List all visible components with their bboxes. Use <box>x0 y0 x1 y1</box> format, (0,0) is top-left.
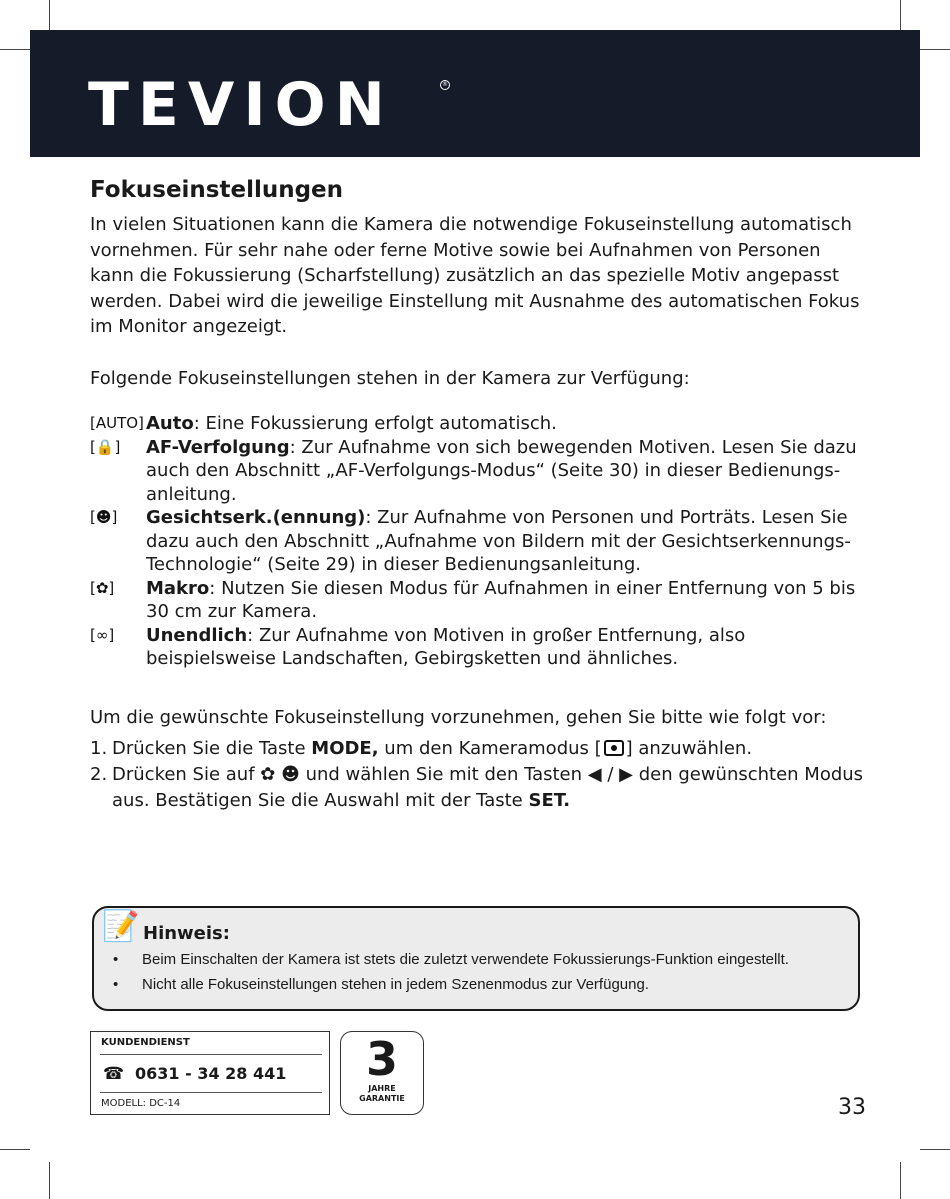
focus-mode-name: Gesichtserk.(ennung) <box>146 507 366 528</box>
model-number: MODELL: DC-14 <box>101 1098 181 1109</box>
crop-mark <box>900 1162 901 1199</box>
set-key: SET. <box>528 790 571 811</box>
focus-mode-icons: ✿ ☻ <box>260 764 306 785</box>
focus-mode-name: Makro <box>146 577 210 599</box>
page-number: 33 <box>838 1095 866 1120</box>
focus-mode-description: : Zur Aufnahme von Personen und Porträts. Lesen Sie dazu auch den Abschnitt „Aufnahme von Bildern mit der Gesichtserkennungs-Technologie“ (Seite 29) in dieser Bedienungsanleitung. <box>146 507 851 575</box>
focus-mode-description: : Eine Fokussierung erfolgt automatisch. <box>193 413 557 434</box>
step-text: und wählen Sie mit den Tasten <box>305 764 588 785</box>
howto-paragraph: Um die gewünschte Fokuseinstellung vorzunehmen, gehen Sie bitte wie folgt vor: <box>90 707 827 728</box>
service-box <box>90 1031 330 1115</box>
crop-mark <box>920 1149 950 1150</box>
step-text: Drücken Sie die Taste <box>112 738 312 759</box>
focus-mode-name: Auto <box>146 413 194 434</box>
note-list <box>110 947 850 997</box>
macro-flower-icon: [✿] <box>90 578 115 597</box>
note-item: • Beim Einschalten der Kamera ist stets die zuletzt verwendete Fokussierungs-Funktion eingestellt. <box>110 947 850 972</box>
steps-list <box>90 736 870 814</box>
tevion-logo: TEVION <box>88 70 394 140</box>
crop-mark <box>0 1149 30 1150</box>
step-number: 1. <box>90 738 108 759</box>
step-item <box>90 736 870 762</box>
crop-mark <box>920 49 950 50</box>
note-title: Hinweis: <box>143 923 230 944</box>
focus-mode-description: : Nutzen Sie diesen Modus für Aufnahmen in einer Entfernung von 5 bis 30 cm zur Kamera. <box>146 577 856 622</box>
page-title: Fokuseinstellungen <box>90 177 344 203</box>
notepad-icon: 📝 <box>102 909 140 944</box>
warranty-label-line: JAHRE <box>368 1084 396 1093</box>
focus-mode-name: Unendlich <box>146 624 248 646</box>
af-tracking-icon: [🔒] <box>90 437 121 456</box>
focus-modes-list <box>90 412 870 671</box>
infinity-icon: [∞] <box>90 625 115 644</box>
step-text: ] anzuwählen. <box>625 738 753 759</box>
registered-mark: ® <box>442 81 448 88</box>
service-phone: 0631 - 34 28 441 <box>135 1064 287 1083</box>
focus-mode-item <box>90 624 870 671</box>
warranty-label-line: GARANTIE <box>359 1094 405 1103</box>
divider <box>100 1054 322 1055</box>
focus-mode-description: : Zur Aufnahme von Motiven in großer Entfernung, also beispielsweise Landschaften, Gebirgsketten und ähnliches. <box>146 624 746 669</box>
modes-lead-paragraph: Folgende Fokuseinstellungen stehen in der Kamera zur Verfügung: <box>90 368 690 389</box>
auto-focus-icon: [AUTO] <box>90 414 144 432</box>
crop-mark <box>49 1162 50 1199</box>
step-text: den gewünschten Modus aus. Bestätigen Sie die Auswahl mit der Taste <box>112 764 864 811</box>
face-detection-icon: [☻] <box>90 508 118 526</box>
warranty-years: 3 <box>365 1032 398 1086</box>
focus-mode-item <box>90 412 870 436</box>
focus-mode-item <box>90 577 870 624</box>
step-text: um den Kameramodus [ <box>378 738 602 759</box>
mode-key: MODE, <box>311 738 379 759</box>
divider <box>100 1092 322 1093</box>
crop-mark <box>49 0 50 30</box>
note-item: • Nicht alle Fokuseinstellungen stehen in jedem Szenenmodus zur Verfügung. <box>110 972 850 997</box>
intro-paragraph: In vielen Situationen kann die Kamera die notwendige Fokuseinstellung automatisch vornehmen. Für sehr nahe oder ferne Motive sowie bei Aufnahmen von Personen kann die Fokussierung (Scharfstellung) zusätzlich an das spezielle Motiv angepasst werden. Dabei wird die jeweilige Einstellung mit Ausnahme des automatischen Fokus im Monitor angezeigt. <box>90 214 860 337</box>
arrow-keys-icon: ◀ / ▶ <box>587 764 633 785</box>
focus-mode-item <box>90 436 870 507</box>
focus-mode-name: AF-Verfolgung <box>146 436 290 458</box>
focus-mode-item <box>90 506 870 577</box>
crop-mark <box>900 0 901 30</box>
step-number: 2. <box>90 764 108 785</box>
telephone-icon: ☎ <box>103 1064 125 1084</box>
step-item <box>90 762 870 814</box>
service-label: KUNDENDIENST <box>101 1037 190 1048</box>
step-text: Drücken Sie auf <box>112 764 261 785</box>
crop-mark <box>0 49 30 50</box>
warranty-badge <box>340 1031 424 1115</box>
warranty-label <box>341 1084 423 1104</box>
camera-mode-icon <box>604 740 624 756</box>
focus-mode-description: : Zur Aufnahme von sich bewegenden Motiven. Lesen Sie dazu auch den Abschnitt „AF-Verfolgungs-Modus“ (Seite 30) in dieser Bedienungsanleitung. <box>146 436 857 505</box>
